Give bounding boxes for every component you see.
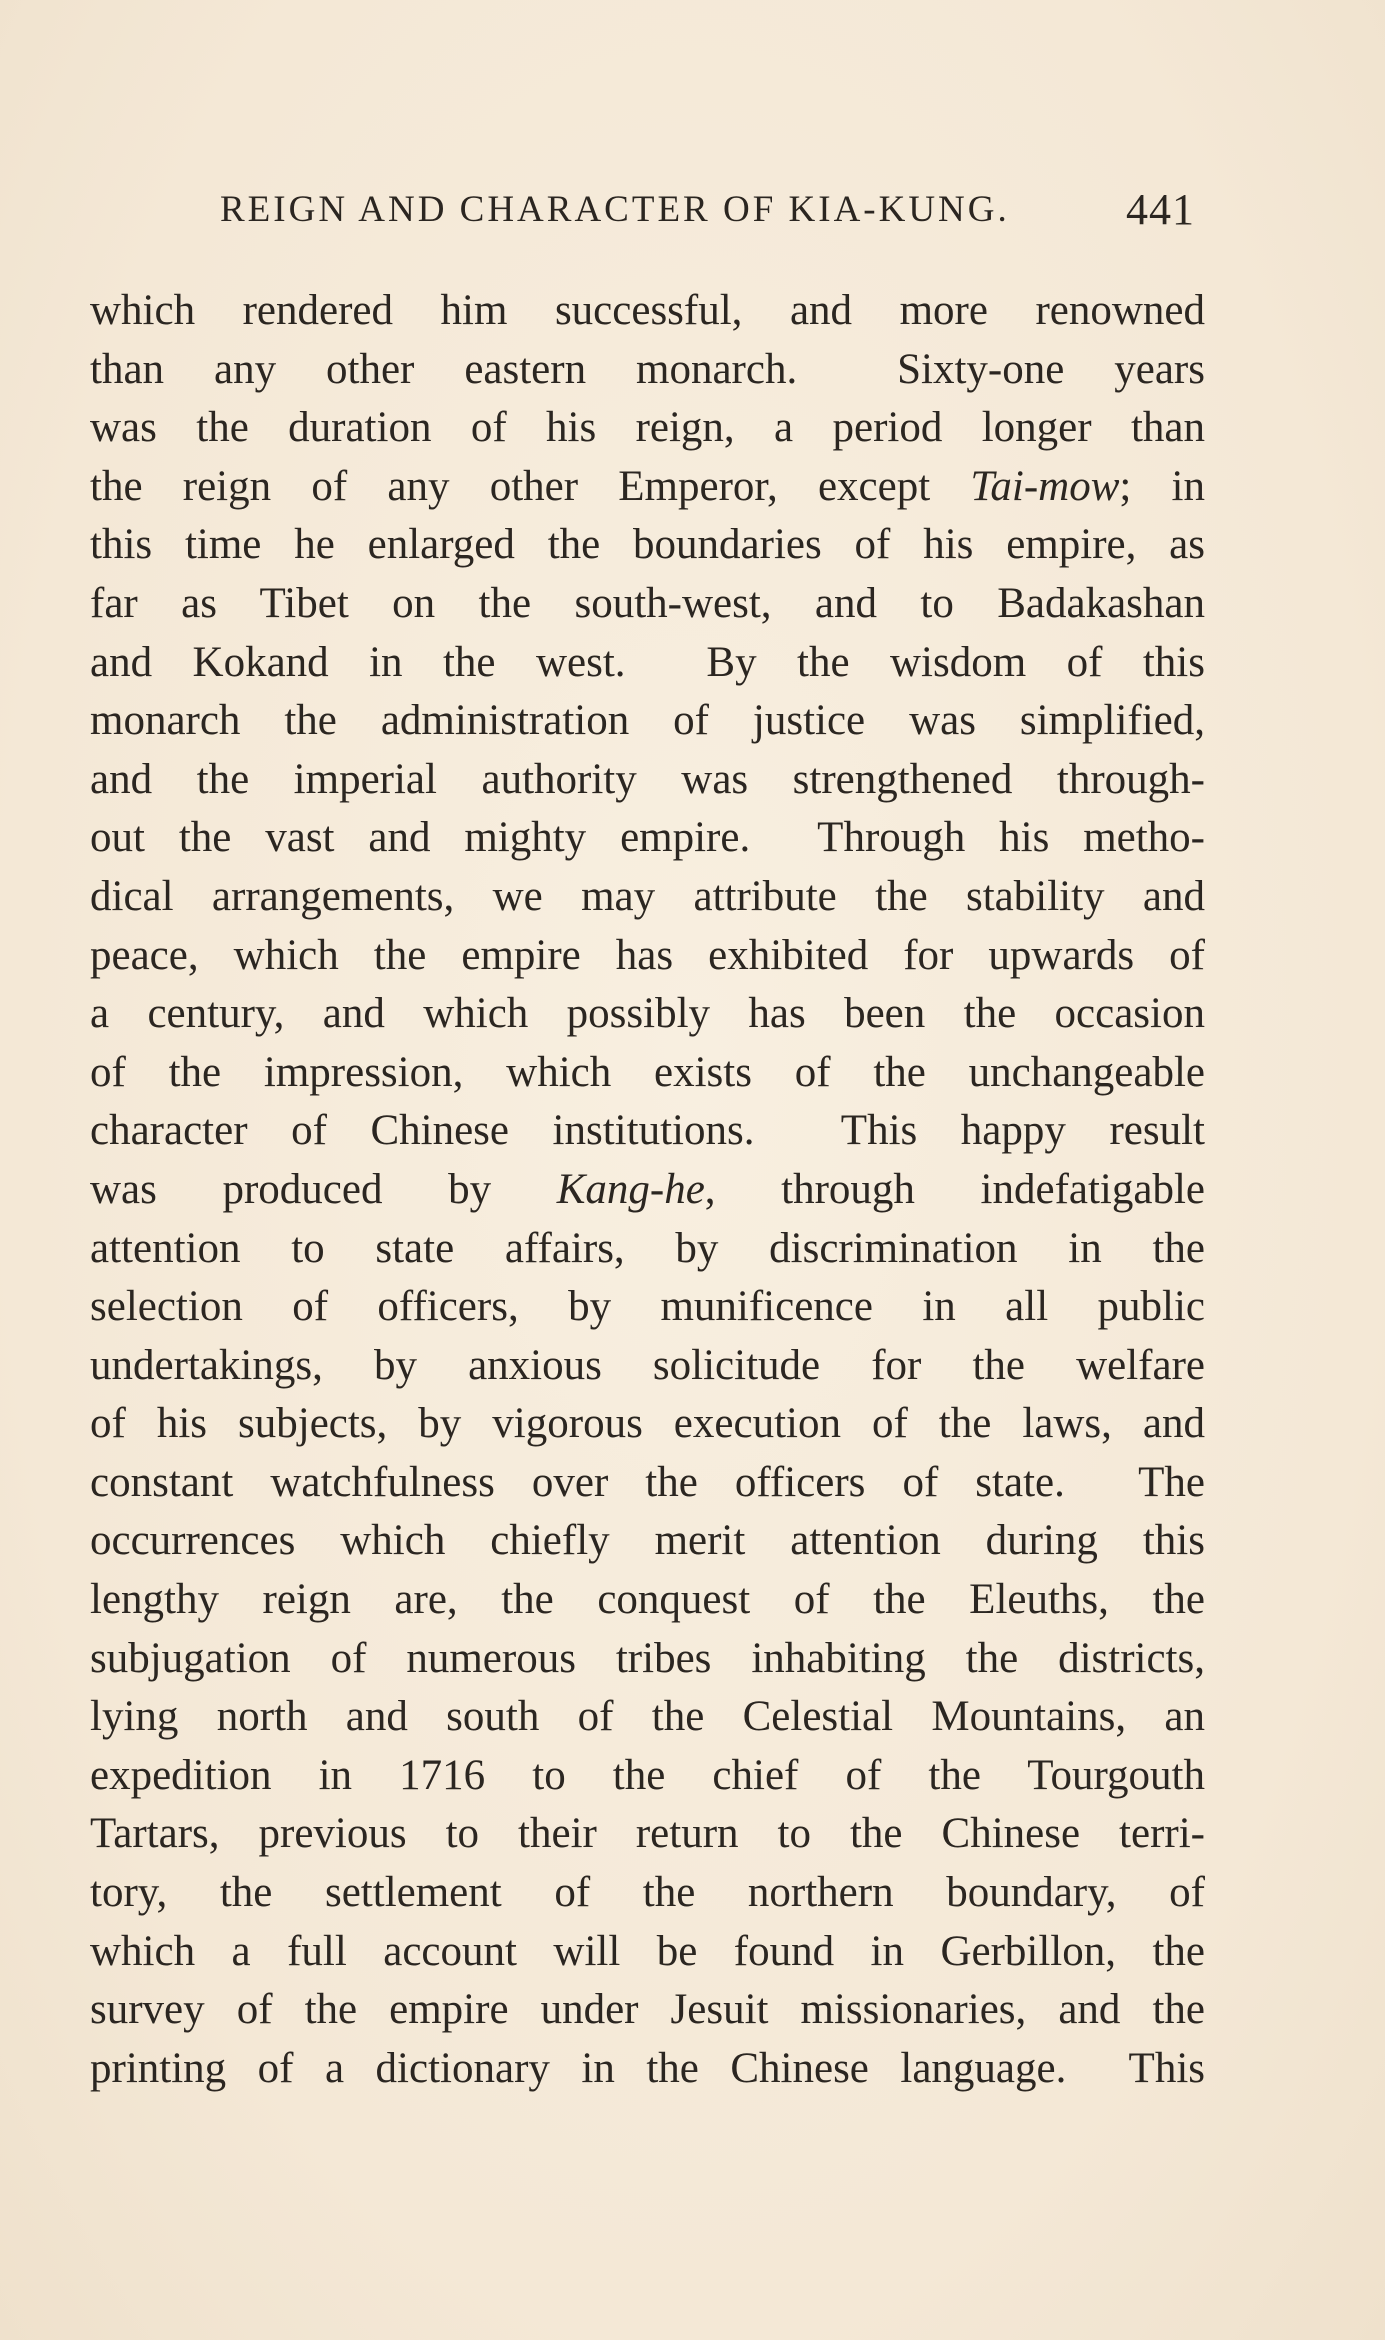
text-run: monarch the administration of justice was simplified, — [90, 697, 1205, 745]
text-line — [90, 1044, 1205, 1103]
running-head — [90, 185, 1195, 238]
body-text — [90, 282, 1205, 2098]
text-run: tory, the settlement of the northern boundary, of — [90, 1869, 1205, 1917]
text-run: constant watchfulness over the officers of state. The — [90, 1458, 1205, 1506]
text-line — [90, 1395, 1205, 1454]
text-run: subjugation of numerous tribes inhabiting the districts, — [90, 1634, 1205, 1682]
text-line — [90, 1923, 1205, 1982]
text-run: was produced by — [90, 1165, 557, 1213]
text-run: this time he enlarged the boundaries of his empire, as — [90, 521, 1205, 569]
text-run: character of Chinese institutions. This happy result — [90, 1107, 1205, 1155]
text-run: selection of officers, by munificence in all public — [90, 1283, 1205, 1331]
text-line — [90, 1512, 1205, 1571]
text-run: than any other eastern monarch. Sixty-one years — [90, 345, 1205, 393]
text-line — [90, 1747, 1205, 1806]
text-line — [90, 1571, 1205, 1630]
text-run: a century, and which possibly has been the occasion — [90, 990, 1205, 1038]
text-line — [90, 692, 1205, 751]
italic-name: Kang-he — [556, 1165, 705, 1213]
text-line — [90, 1688, 1205, 1747]
text-line — [90, 1630, 1205, 1689]
text-run: survey of the empire under Jesuit missionaries, and the — [90, 1986, 1205, 2034]
text-run: was the duration of his reign, a period longer than — [90, 404, 1205, 452]
running-title: REIGN AND CHARACTER OF KIA-KUNG. — [220, 189, 1010, 230]
text-line — [90, 341, 1205, 400]
text-run: occurrences which chiefly merit attention during this — [90, 1517, 1205, 1565]
text-run: and Kokand in the west. By the wisdom of this — [90, 638, 1205, 686]
text-line — [90, 2040, 1205, 2099]
text-line — [90, 1161, 1205, 1220]
text-run: and the imperial authority was strengthened through- — [90, 755, 1205, 803]
text-line — [90, 516, 1205, 575]
text-line — [90, 634, 1205, 693]
text-line — [90, 575, 1205, 634]
text-line — [90, 1981, 1205, 2040]
text-line — [90, 1805, 1205, 1864]
text-run: printing of a dictionary in the Chinese language. This — [90, 2044, 1205, 2092]
page-number: 441 — [1126, 185, 1195, 234]
text-run: which rendered him successful, and more renowned — [90, 287, 1205, 334]
text-run: lengthy reign are, the conquest of the Eleuths, the — [90, 1576, 1205, 1624]
text-line — [90, 399, 1205, 458]
text-run: undertakings, by anxious solicitude for the welfare — [90, 1341, 1205, 1389]
text-run: Tartars, previous to their return to the Chinese terri- — [90, 1810, 1205, 1858]
text-line — [90, 985, 1205, 1044]
text-run: far as Tibet on the south-west, and to Badakashan — [90, 579, 1205, 627]
text-line — [90, 927, 1205, 986]
text-line — [90, 282, 1205, 341]
text-line — [90, 751, 1205, 810]
text-line — [90, 1454, 1205, 1513]
text-line — [90, 1278, 1205, 1337]
text-run: attention to state affairs, by discrimination in the — [90, 1224, 1205, 1272]
text-run: the reign of any other Emperor, except — [90, 462, 971, 510]
text-line — [90, 868, 1205, 927]
text-run: , through indefatigable — [704, 1165, 1205, 1213]
text-line — [90, 1220, 1205, 1279]
text-run: peace, which the empire has exhibited for upwards of — [90, 931, 1205, 979]
text-run: expedition in 1716 to the chief of the Tourgouth — [90, 1751, 1205, 1799]
text-run: which a full account will be found in Gerbillon, the — [90, 1927, 1205, 1975]
text-run: lying north and south of the Celestial Mountains, an — [90, 1693, 1205, 1741]
text-line — [90, 809, 1205, 868]
text-line — [90, 1102, 1205, 1161]
text-run: ; in — [1119, 462, 1205, 510]
text-line — [90, 1337, 1205, 1396]
text-line — [90, 1864, 1205, 1923]
text-run: of the impression, which exists of the unchangeable — [90, 1048, 1205, 1096]
text-run: out the vast and mighty empire. Through his metho- — [90, 814, 1205, 862]
text-run: dical arrangements, we may attribute the stability and — [90, 872, 1205, 920]
italic-name: Tai-mow — [970, 462, 1120, 510]
text-line — [90, 458, 1205, 517]
text-run: of his subjects, by vigorous execution of the laws, and — [90, 1400, 1205, 1448]
